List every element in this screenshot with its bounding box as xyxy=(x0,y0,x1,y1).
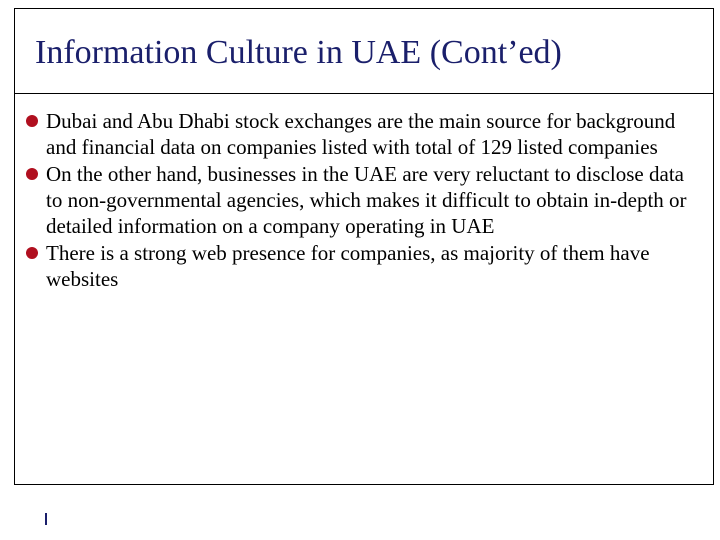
bullet-dot-icon xyxy=(26,115,38,127)
bullet-item xyxy=(46,161,696,239)
bullet-list xyxy=(46,108,696,293)
bullet-dot-icon xyxy=(26,247,38,259)
bullet-text: On the other hand, businesses in the UAE are very reluctant to disclose data to non-governmental agencies, which makes it difficult to obtain in-depth or detailed information on a company operating in UAE xyxy=(46,162,687,238)
slide-title: Information Culture in UAE (Cont’ed) xyxy=(35,34,562,71)
slide-marker xyxy=(45,513,47,525)
bullet-text: There is a strong web presence for companies, as majority of them have websites xyxy=(46,241,650,291)
bullet-dot-icon xyxy=(26,168,38,180)
bullet-item xyxy=(46,108,696,160)
bullet-text: Dubai and Abu Dhabi stock exchanges are the main source for background and financial data on companies listed with total of 129 listed companies xyxy=(46,109,676,159)
bullet-item xyxy=(46,240,696,292)
title-band xyxy=(15,9,713,94)
